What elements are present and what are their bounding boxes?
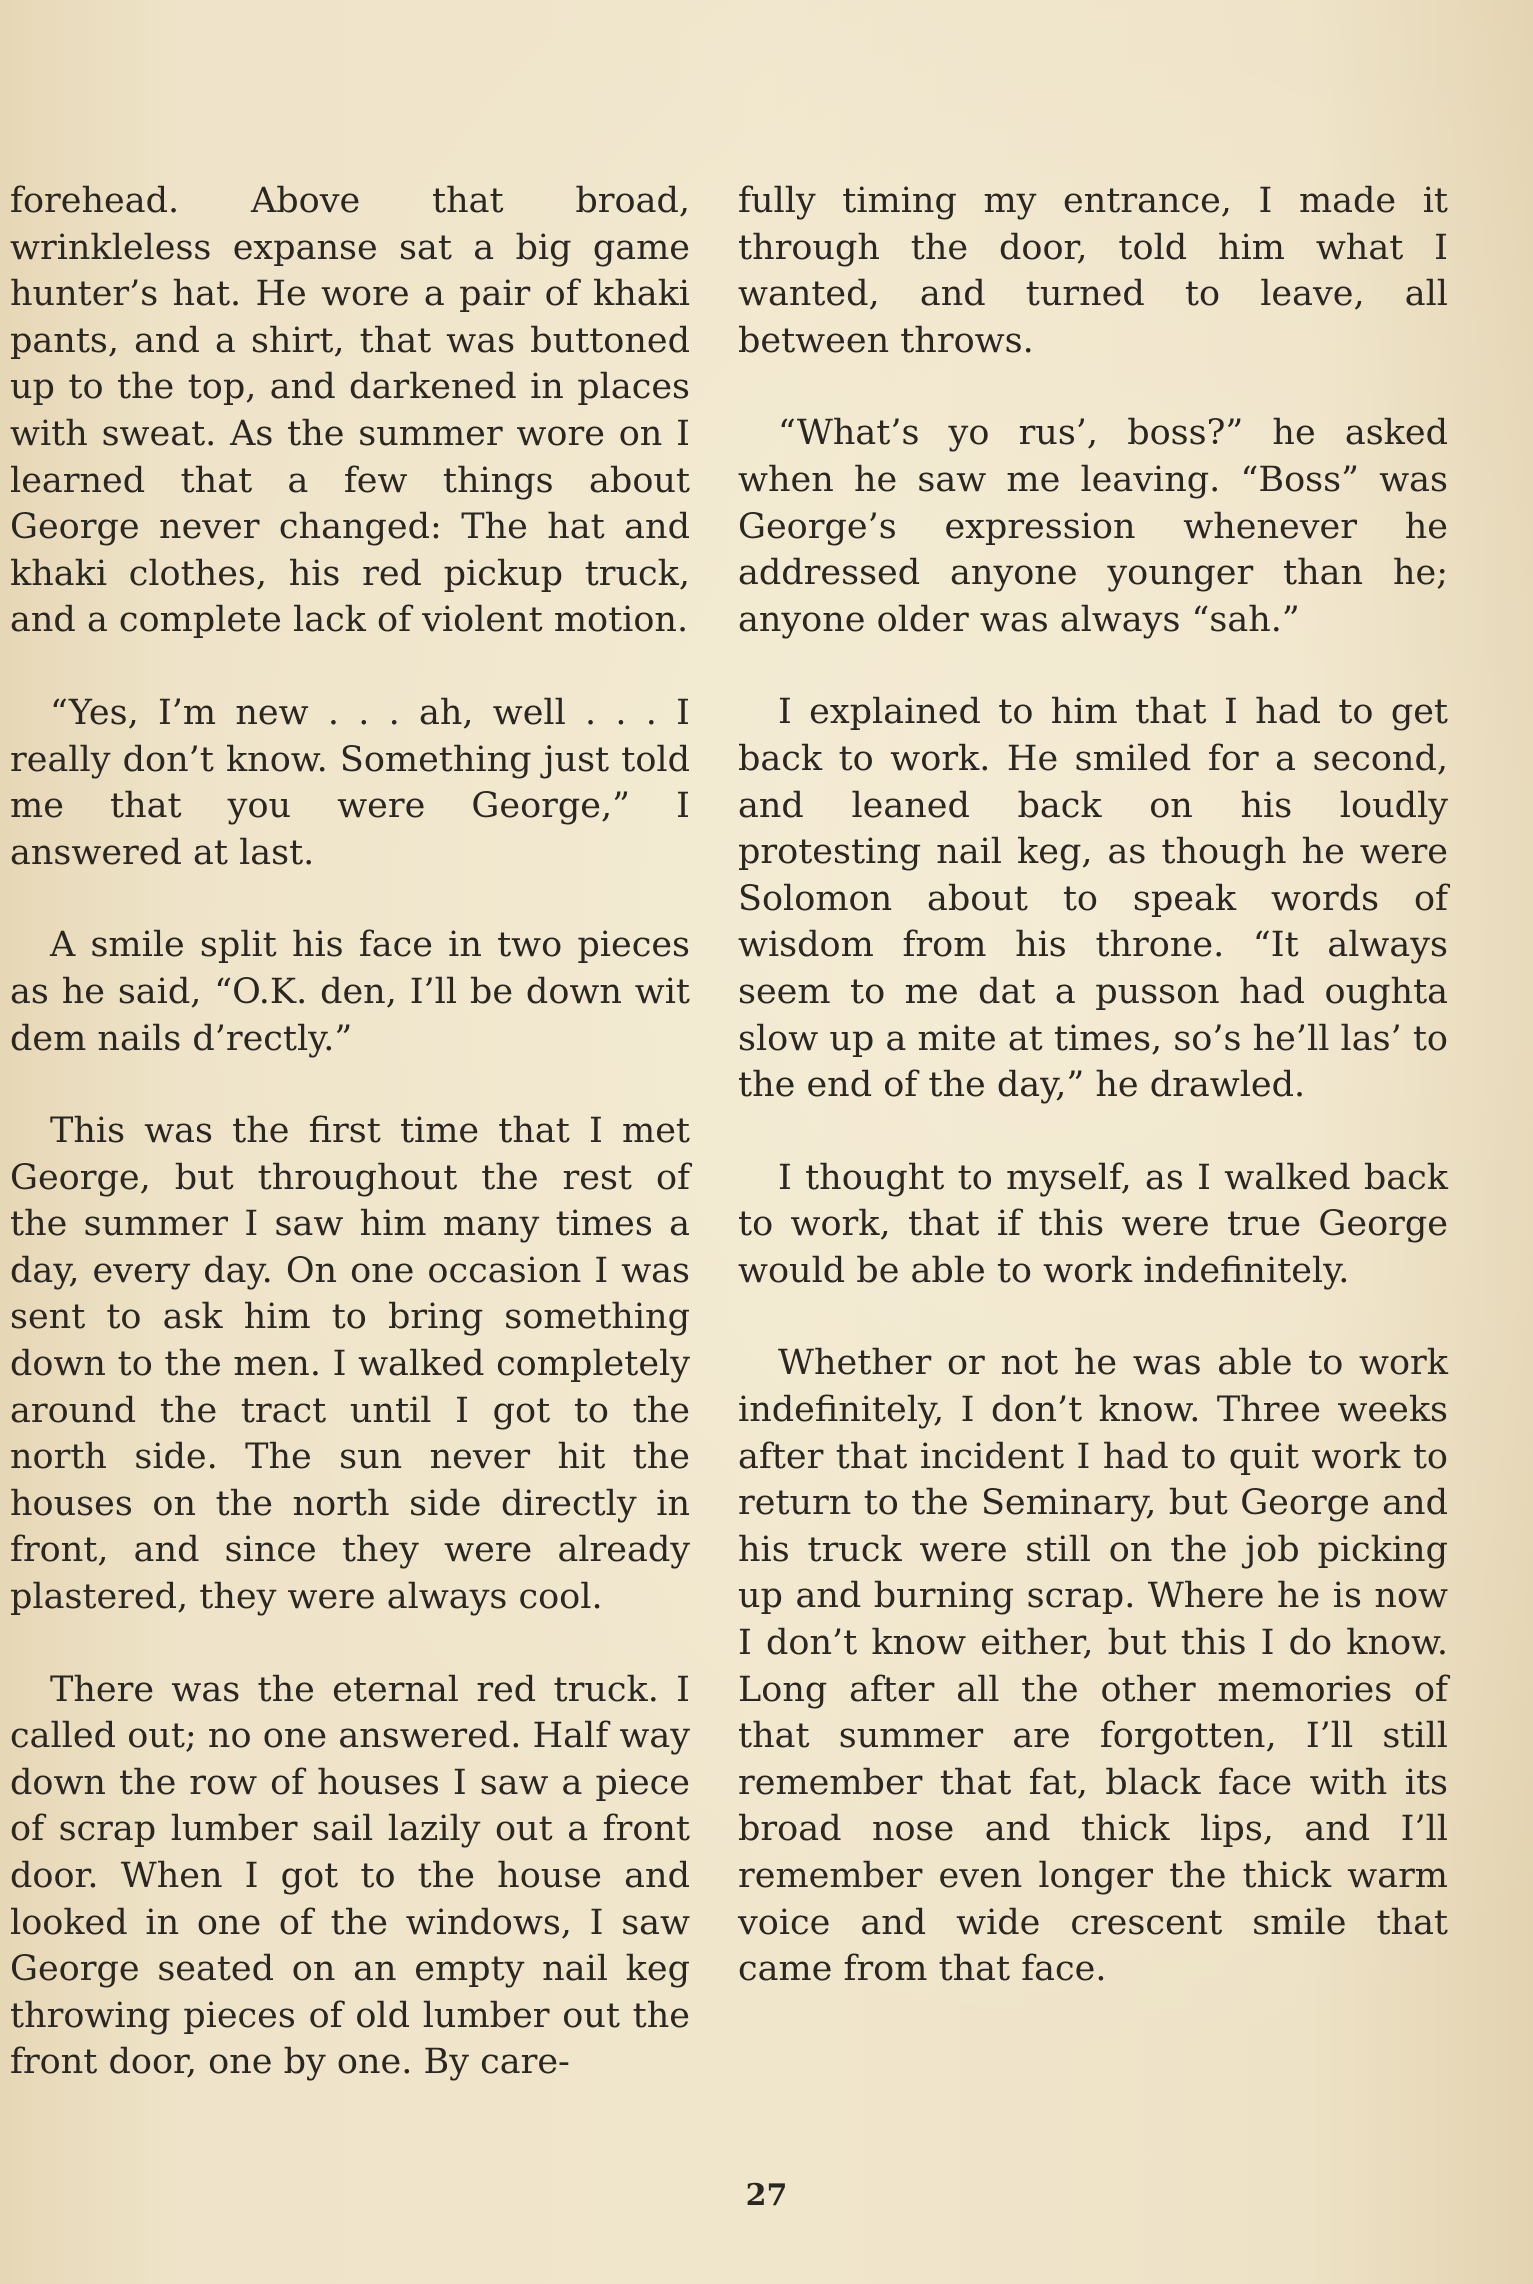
- paragraph: “What’s yo rus’, boss?” he asked when he saw me leaving. “Boss” was George’s expression whenever he addressed anyone younger than he; anyone older was always “sah.”: [738, 413, 1448, 640]
- page-number: 27: [745, 2178, 788, 2213]
- paragraph: I thought to myself, as I walked back to work, that if this were true George would be able to work indefinitely.: [738, 1157, 1448, 1291]
- paragraph: I explained to him that I had to get back to work. He smiled for a second, and leaned back on his loudly protesting nail keg, as though he were Solomon about to speak words of wisdom from his throne. “It always seem to me dat a pusson had oughta slow up a mite at times, so’s he’ll las’ to the end of the day,” he drawled.: [738, 692, 1448, 1106]
- right-column: [738, 178, 1448, 2039]
- paragraph: forehead. Above that broad, wrinkleless expanse sat a big game hunter’s hat. He wore a pair of khaki pants, and a shirt, that was buttoned up to the top, and darkened in places with sweat. As the summer wore on I learned that a few things about George never changed: The hat and khaki clothes, his red pickup truck, and a complete lack of violent motion.: [10, 181, 690, 641]
- paragraph: Whether or not he was able to work indefinitely, I don’t know. Three weeks after that incident I had to quit work to return to the Seminary, but George and his truck were still on the job picking up and burning scrap. Where he is now I don’t know either, but this I do know. Long after all the other memories of that summer are forgotten, I’ll still remember that fat, black face with its broad nose and thick lips, and I’ll remember even longer the thick warm voice and wide crescent smile that came from that face.: [738, 1343, 1448, 1990]
- paragraph: There was the eternal red truck. I called out; no one answered. Half way down the row of houses I saw a piece of scrap lumber sail lazily out a front door. When I got to the house and looked in one of the windows, I saw George seated on an empty nail keg throwing pieces of old lumber out the front door, one by one. By care-: [10, 1669, 690, 2083]
- left-column: [10, 178, 690, 2132]
- paragraph: A smile split his face in two pieces as he said, “O.K. den, I’ll be down wit dem nails d’rectly.”: [10, 925, 690, 1059]
- paragraph: This was the first time that I met George, but throughout the rest of the summer I saw him many times a day, every day. On one occasion I was sent to ask him to bring something down to the men. I walked completely around the tract until I got to the north side. The sun never hit the houses on the north side directly in front, and since they were already plastered, they were always cool.: [10, 1111, 690, 1618]
- paragraph: fully timing my entrance, I made it through the door, told him what I wanted, and turned to leave, all between throws.: [738, 181, 1448, 361]
- paragraph: “Yes, I’m new . . . ah, well . . . I really don’t know. Something just told me that you were George,” I answered at last.: [10, 692, 690, 873]
